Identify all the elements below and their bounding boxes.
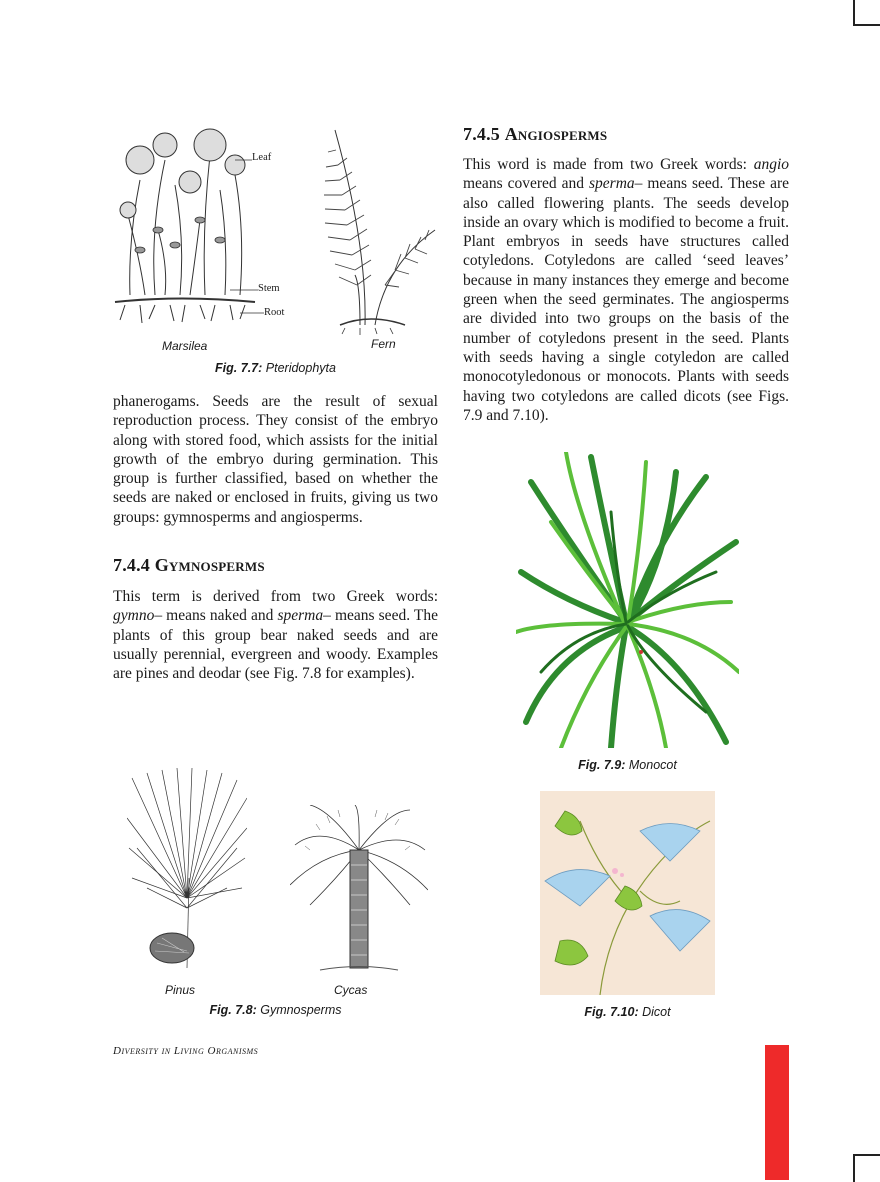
fern-illustration bbox=[305, 125, 440, 335]
paragraph-angiosperms bbox=[463, 155, 789, 425]
section-number: 7.4.5 bbox=[463, 124, 500, 144]
label-pinus: Pinus bbox=[165, 983, 196, 997]
caption-number: Fig. 7.8: bbox=[209, 1003, 257, 1017]
annotation-root: Root bbox=[264, 307, 285, 318]
text-run: – means seed. These are also called flowering plants. The seeds develop inside an ovary which is modified to become a fruit. Plant embryos in seeds have structures called cotyledons. Cotyledons are called ‘seed leaves’ because in many instances they emerge and become green when the seed germinates. The angiosperms are divided into two groups on the basis of the number of cotyledons present in the seed. Plants with seeds having a single cotyledon are called monocotyledonous or monocots. Plants with seeds having two cotyledons are called dicots (see Figs. 7.9 and 7.10). bbox=[463, 175, 790, 424]
running-footer bbox=[113, 1045, 258, 1057]
annotation-leader-lines bbox=[230, 150, 270, 320]
caption-number: Fig. 7.10: bbox=[584, 1005, 639, 1019]
chapter-edge-tab bbox=[765, 1045, 789, 1180]
caption-number: Fig. 7.7: bbox=[215, 361, 263, 375]
crop-mark-top bbox=[853, 0, 880, 26]
crop-mark-bottom bbox=[853, 1154, 880, 1182]
caption-fig-7-9 bbox=[516, 758, 739, 772]
section-number: 7.4.4 bbox=[113, 555, 150, 575]
section-gymnosperms bbox=[113, 555, 438, 683]
caption-text: Pteridophyta bbox=[265, 361, 336, 375]
term-angio: angio bbox=[753, 156, 789, 173]
paragraph-phanerogams: phanerogams. Seeds are the result of sexual reproduction process. They consist of the embryo along with stored food, which assists for the initial growth of the embryo during germination. This group is further classified, based on whether the seeds are naked or enclosed in fruits, giving us two groups: gymnosperms and angiosperms. bbox=[113, 393, 438, 526]
annotation-stem: Stem bbox=[258, 283, 280, 294]
text-run: means covered and bbox=[463, 175, 589, 193]
label-cycas: Cycas bbox=[334, 983, 368, 997]
caption-text: Dicot bbox=[642, 1005, 671, 1019]
caption-text: Gymnosperms bbox=[260, 1003, 342, 1017]
term-sperma: sperma bbox=[589, 175, 635, 193]
label-marsilea: Marsilea bbox=[162, 339, 208, 353]
heading-angiosperms bbox=[463, 124, 789, 145]
caption-fig-7-7 bbox=[113, 361, 438, 375]
caption-number: Fig. 7.9: bbox=[578, 758, 626, 772]
text-run: This term is derived from two Greek words: bbox=[113, 588, 438, 605]
paragraph-gymnosperms bbox=[113, 587, 438, 683]
label-fern: Fern bbox=[371, 337, 396, 351]
caption-fig-7-10 bbox=[540, 1005, 715, 1019]
section-title: Angiosperms bbox=[504, 124, 608, 144]
text-run: This word is made from two Greek words: bbox=[463, 156, 754, 173]
dicot-illustration bbox=[540, 791, 715, 995]
annotation-leaf: Leaf bbox=[252, 152, 272, 163]
heading-gymnosperms bbox=[113, 555, 438, 576]
pinus-illustration bbox=[127, 768, 247, 973]
text-run: – means seed. The plants of this group bear naked seeds and are usually perennial, evergreen and woody. Examples are pines and deodar (see Fig. 7.8 for examples). bbox=[113, 607, 438, 683]
term-gymno: gymno bbox=[113, 607, 155, 625]
section-angiosperms bbox=[463, 124, 789, 425]
monocot-photo bbox=[516, 452, 739, 748]
cycas-illustration bbox=[290, 805, 428, 977]
term-sperma: sperma bbox=[277, 607, 324, 625]
caption-fig-7-8 bbox=[113, 1003, 438, 1017]
text-run: – means naked and bbox=[154, 607, 278, 625]
caption-text: Monocot bbox=[628, 758, 677, 772]
footer-text: Diversity in Living Organisms bbox=[113, 1045, 259, 1057]
section-title: Gymnosperms bbox=[154, 555, 265, 575]
left-column-intro bbox=[113, 392, 438, 527]
